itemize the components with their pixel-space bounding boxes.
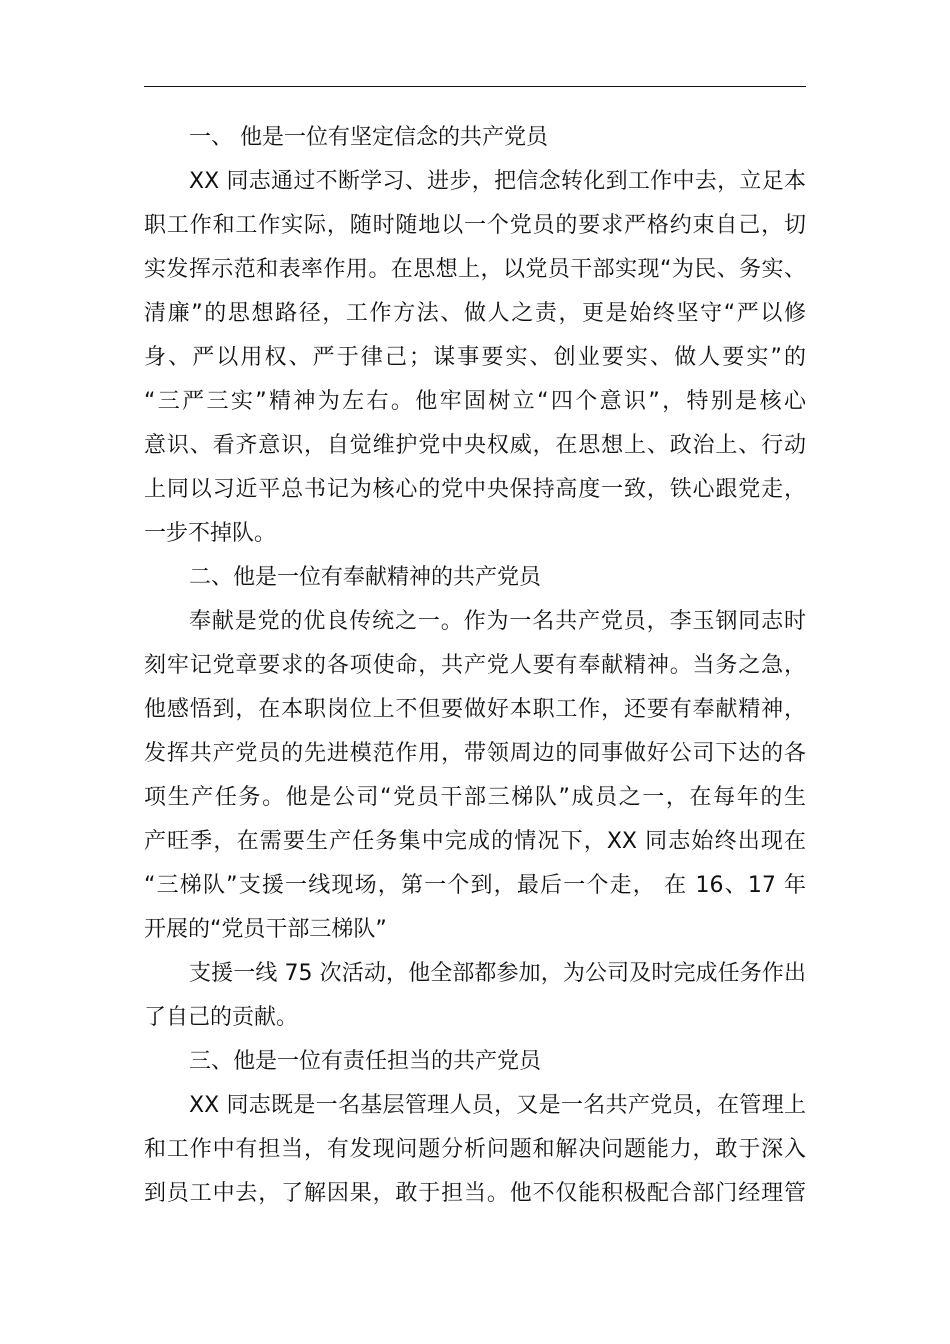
paragraph	[144, 952, 806, 1040]
text-line: 了自己的贡献。	[144, 1005, 299, 1030]
text-line: 一步不掉队。	[144, 521, 277, 546]
header-rule	[144, 86, 806, 87]
text-line: “三梯队”支援一线现场，第一个到，最后一个走， 在 16、17 年	[144, 873, 806, 898]
text-line: 他感悟到，在本职岗位上不但要做好本职工作，还要有奉献精神，	[144, 697, 806, 722]
text-line: 职工作和工作实际，随时随地以一个党员的要求严格约束自己，切	[144, 213, 806, 238]
section-heading: 一、 他是一位有坚定信念的共产党员	[189, 125, 548, 150]
text-line: XX 同志通过不断学习、进步，把信念转化到工作中去，立足本	[189, 169, 806, 194]
section-heading: 二、他是一位有奉献精神的共产党员	[189, 565, 542, 590]
text-line: 和工作中有担当，有发现问题分析问题和解决问题能力，敢于深入	[144, 1137, 806, 1162]
section-2	[144, 556, 806, 1040]
text-line: 开展的“党员干部三梯队”	[144, 917, 387, 942]
document-body	[144, 116, 806, 1216]
text-line: XX 同志既是一名基层管理人员，又是一名共产党员，在管理上	[189, 1093, 806, 1118]
text-line: 实发挥示范和表率作用。在思想上，以党员干部实现“为民、务实、	[144, 257, 806, 282]
text-line: 发挥共产党员的先进模范作用，带领周边的同事做好公司下达的各	[144, 741, 806, 766]
paragraph	[144, 160, 806, 556]
text-line: 刻牢记党章要求的各项使命，共产党人要有奉献精神。当务之急，	[144, 653, 806, 678]
paragraph	[144, 600, 806, 952]
text-line: 产旺季，在需要生产任务集中完成的情况下，XX 同志始终出现在	[144, 829, 806, 854]
section-1	[144, 116, 806, 556]
text-line: “三严三实”精神为左右。他牢固树立“四个意识”，特别是核心	[144, 389, 806, 414]
text-line: 到员工中去，了解因果，敢于担当。他不仅能积极配合部门经理管	[144, 1181, 806, 1206]
text-line: 项生产任务。他是公司“党员干部三梯队”成员之一，在每年的生	[144, 785, 806, 810]
section-3	[144, 1040, 806, 1216]
text-line: 支援一线 75 次活动，他全部都参加，为公司及时完成任务作出	[189, 961, 806, 986]
section-heading: 三、他是一位有责任担当的共产党员	[189, 1049, 542, 1074]
text-line: 奉献是党的优良传统之一。作为一名共产党员，李玉钢同志时	[189, 609, 806, 634]
paragraph	[144, 1084, 806, 1216]
text-line: 身、严以用权、严于律己；谋事要实、创业要实、做人要实”的	[144, 345, 806, 370]
text-line: 上同以习近平总书记为核心的党中央保持高度一致，铁心跟党走，	[144, 477, 806, 502]
text-line: 意识、看齐意识，自觉维护党中央权威，在思想上、政治上、行动	[144, 433, 806, 458]
text-line: 清廉”的思想路径，工作方法、做人之责，更是始终坚守“严以修	[144, 301, 806, 326]
